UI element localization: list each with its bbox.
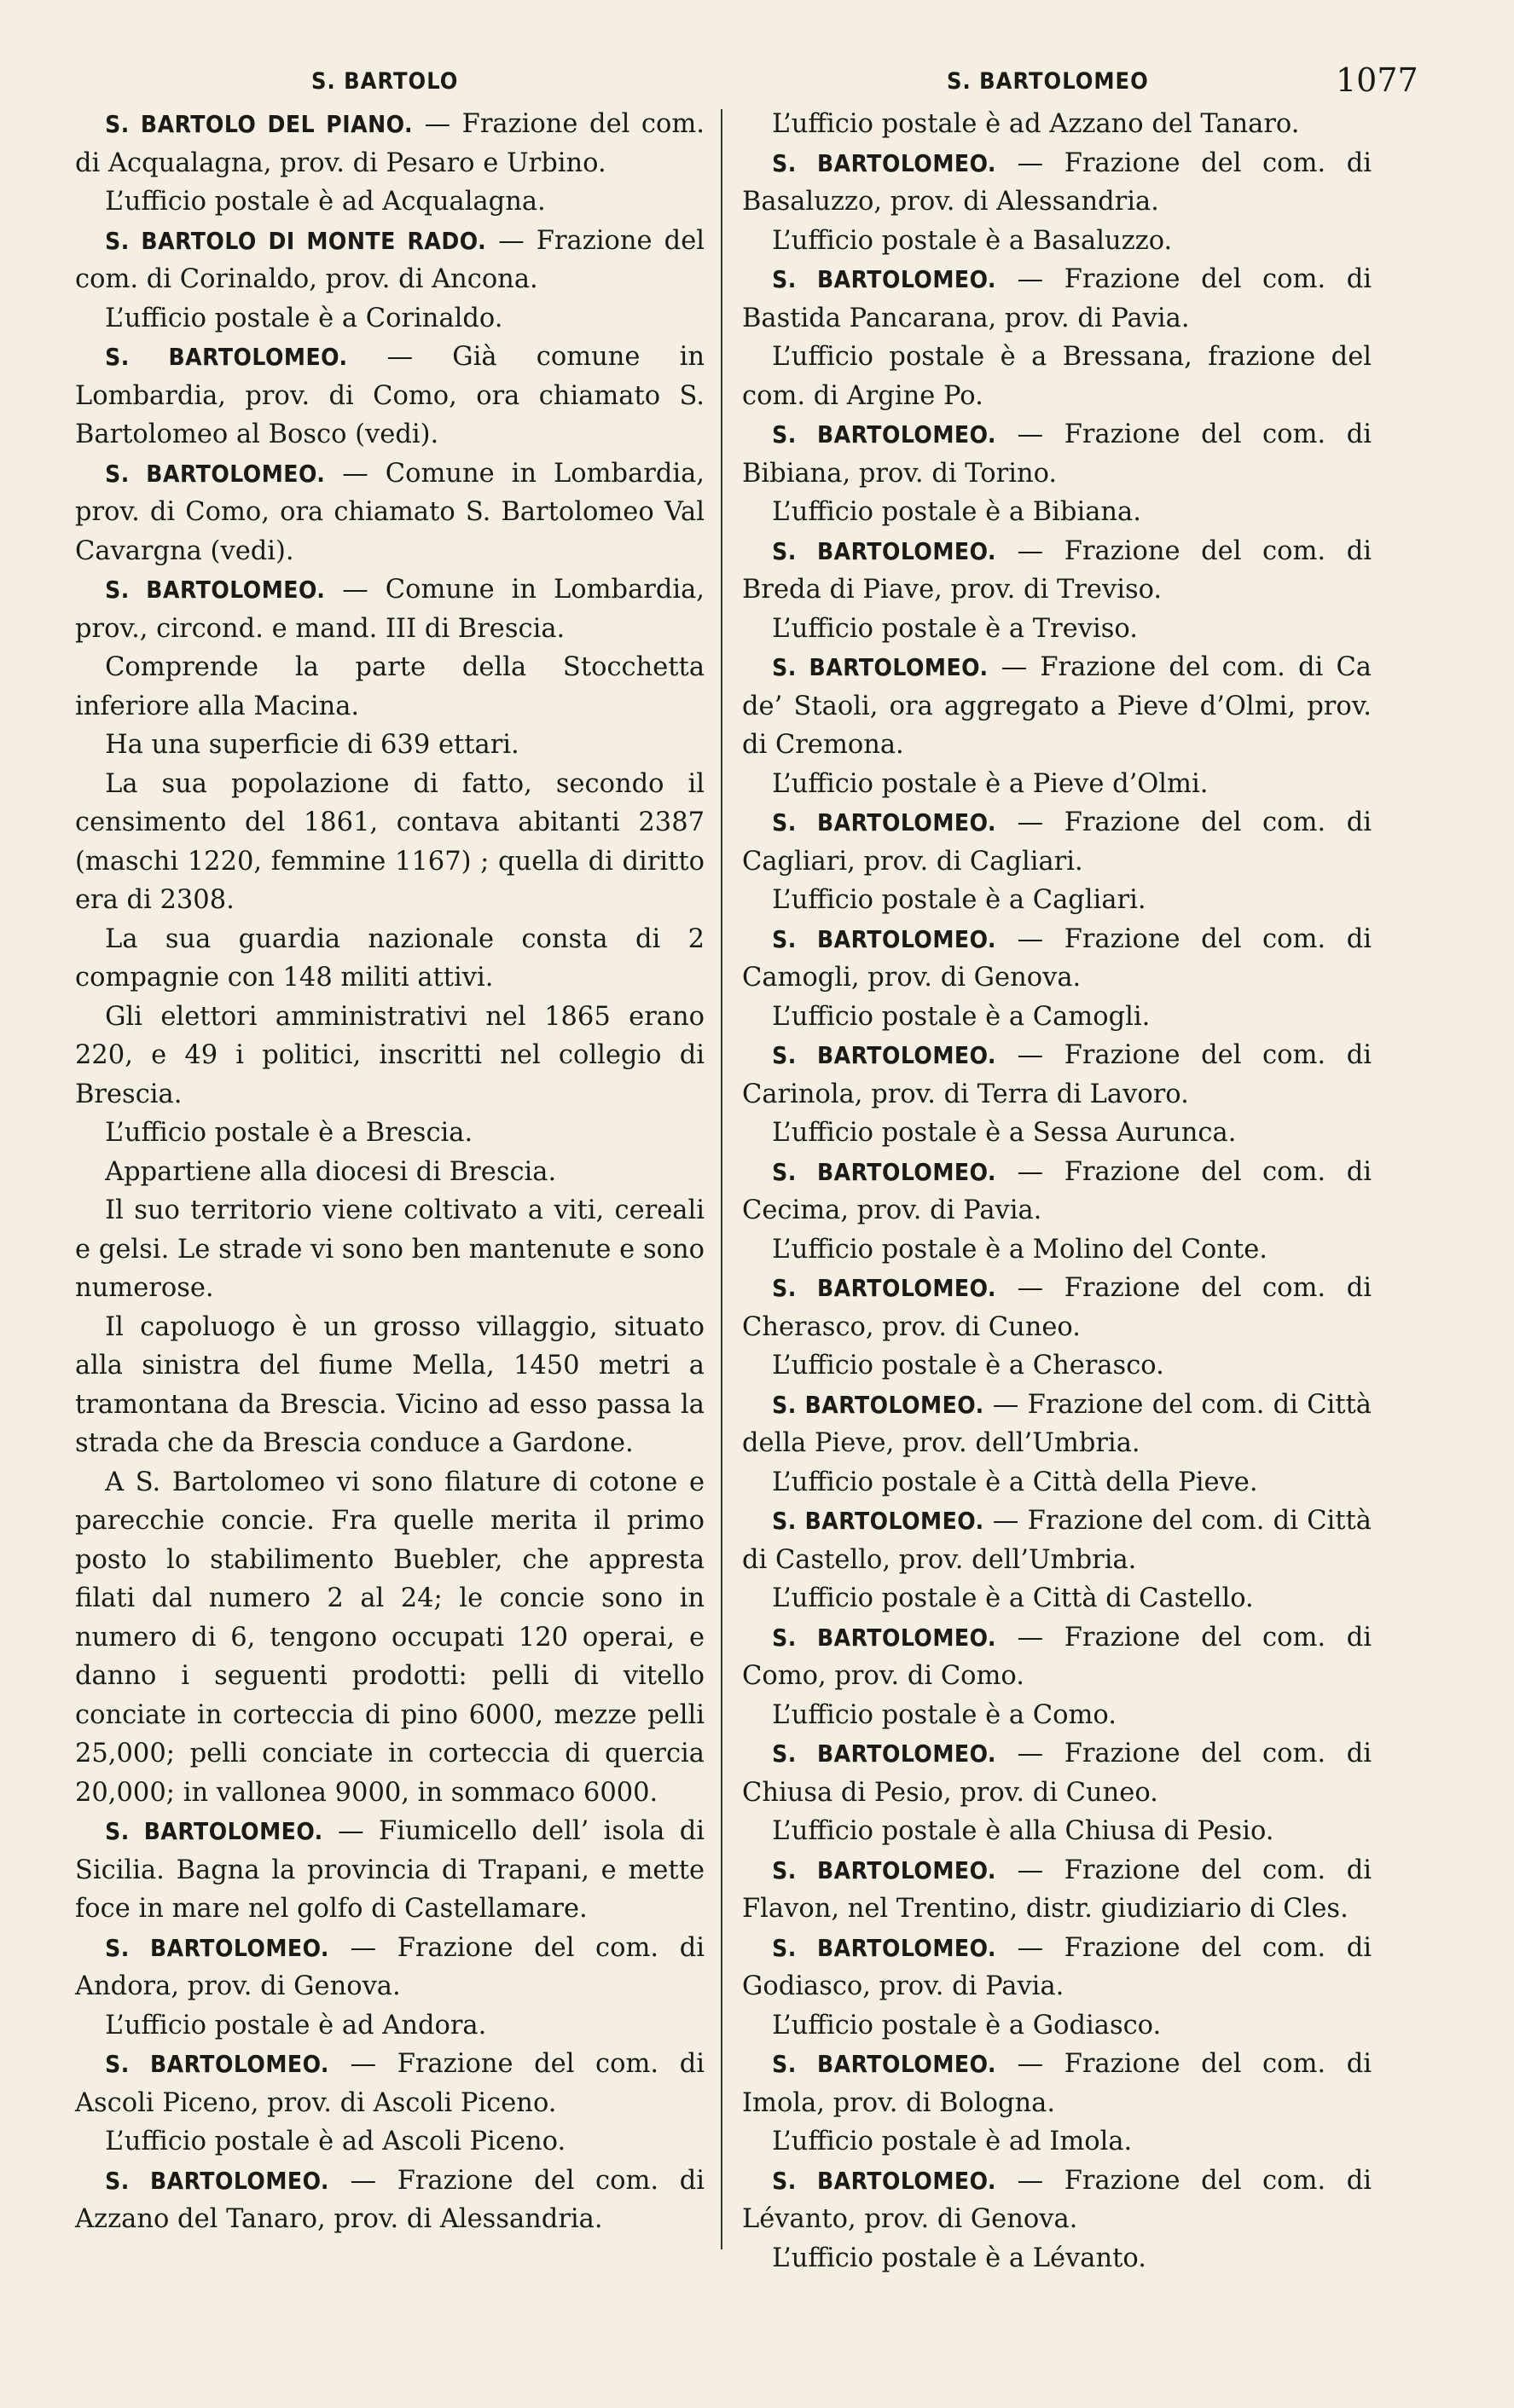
entry-text: — Frazione del com. di Città di Castello, prov. dell’Umbria. (742, 1506, 1372, 1575)
entry-headword: S. BARTOLOMEO. (772, 1739, 996, 1768)
column-divider (721, 109, 722, 2249)
entry-headword: S. BARTOLOMEO. (105, 343, 348, 371)
entry-paragraph (742, 1734, 1372, 1812)
left-column (75, 105, 705, 2239)
entry-headword: S. BARTOLOMEO. (772, 1390, 984, 1419)
entry-text: — Frazione del com. di Como, prov. di Como. (742, 1622, 1372, 1691)
entry-text: Appartiene alla diocesi di Brescia. (105, 1156, 557, 1187)
entry-text: — Frazione del com. di Cecima, prov. di Pavia. (742, 1156, 1372, 1225)
entry-paragraph (75, 570, 705, 648)
entry-paragraph (75, 2122, 705, 2162)
entry-paragraph (742, 765, 1372, 804)
entry-paragraph (75, 1463, 705, 1813)
entry-paragraph (75, 1114, 705, 1153)
entry-paragraph (742, 532, 1372, 610)
entry-text: — Frazione del com. di Flavon, nel Trentino, distr. giudiziario di Cles. (742, 1855, 1372, 1924)
entry-paragraph (742, 2122, 1372, 2162)
entry-paragraph (742, 1230, 1372, 1270)
entry-paragraph (75, 182, 705, 222)
entry-paragraph (742, 105, 1372, 144)
entry-headword: S. BARTOLOMEO. (105, 2166, 329, 2195)
entry-text: — Frazione del com. di Ca de’ Staoli, ora aggregato a Pieve d’Olmi, prov. di Cremona. (742, 652, 1372, 760)
entry-text: L’ufficio postale è a Como. (772, 1699, 1117, 1730)
entry-text: — Già comune in Lombardia, prov. di Como, ora chiamato S. Bartolomeo al Bosco (vedi). (75, 342, 705, 449)
running-header (0, 61, 1514, 104)
entry-paragraph (75, 299, 705, 339)
entry-paragraph (75, 765, 705, 920)
entry-paragraph (742, 1618, 1372, 1696)
entry-text: — Frazione del com. di Lévanto, prov. di Genova. (742, 2165, 1372, 2234)
entry-text: — Frazione del com. di Basaluzzo, prov. di Alessandria. (742, 148, 1372, 217)
entry-paragraph (742, 2162, 1372, 2239)
entry-headword: S. BARTOLOMEO. (772, 1157, 996, 1186)
entry-text: L’ufficio postale è a Cherasco. (772, 1351, 1164, 1381)
entry-text: — Frazione del com. di Cagliari, prov. di Cagliari. (742, 807, 1372, 877)
entry-paragraph (75, 454, 705, 571)
entry-paragraph (742, 493, 1372, 532)
entry-text: — Frazione del com. di Azzano del Tanaro, prov. di Alessandria. (75, 2165, 705, 2234)
entry-paragraph (742, 1812, 1372, 1851)
header-right: S. BARTOLOMEO (947, 68, 1149, 95)
entry-paragraph (75, 1308, 705, 1463)
entry-text: L’ufficio postale è alla Chiusa di Pesio. (772, 1816, 1274, 1846)
entry-text: — Frazione del com. di Bastida Pancarana, prov. di Pavia. (742, 264, 1372, 333)
entry-text: — Frazione del com. di Imola, prov. di Bologna. (742, 2049, 1372, 2118)
entry-paragraph (742, 1463, 1372, 1502)
entry-text: Ha una superficie di 639 ettari. (105, 730, 519, 760)
entry-headword: S. BARTOLOMEO. (772, 1933, 996, 1962)
entry-text: L’ufficio postale è ad Ascoli Piceno. (105, 2127, 566, 2156)
entry-paragraph (742, 1929, 1372, 2006)
entry-paragraph (742, 998, 1372, 1037)
entry-paragraph (742, 260, 1372, 338)
entry-paragraph (75, 2162, 705, 2239)
entry-text: — Frazione del com. di Andora, prov. di Genova. (75, 1932, 705, 2001)
entry-paragraph (742, 2045, 1372, 2122)
entry-text: L’ufficio postale è a Camogli. (772, 1001, 1151, 1032)
entry-text: L’ufficio postale è a Lévanto. (772, 2243, 1146, 2273)
entry-paragraph (742, 338, 1372, 415)
entry-text: — Frazione del com. di Città della Pieve, prov. dell’Umbria. (742, 1389, 1372, 1458)
entry-headword: S. BARTOLOMEO. (772, 924, 996, 953)
entry-paragraph (742, 415, 1372, 493)
entry-text: Comprende la parte della Stocchetta inferiore alla Macina. (75, 652, 705, 721)
entry-text: — Frazione del com. di Carinola, prov. di Terra di Lavoro. (742, 1040, 1372, 1109)
entry-text: L’ufficio postale è a Bressana, frazione del com. di Argine Po. (742, 342, 1372, 411)
entry-paragraph (742, 1036, 1372, 1114)
entry-text: — Comune in Lombardia, prov. di Como, ora chiamato S. Bartolomeo Val Cavargna (vedi). (75, 458, 705, 566)
entry-text: L’ufficio postale è a Godiasco. (772, 2010, 1162, 2040)
entry-text: — Frazione del com. di Camogli, prov. di Genova. (742, 923, 1372, 993)
entry-headword: S. BARTOLO DI MONTE RADO. (105, 226, 487, 255)
entry-paragraph (75, 222, 705, 299)
entry-paragraph (75, 920, 705, 998)
entry-paragraph (742, 610, 1372, 649)
page-number: 1077 (1336, 61, 1418, 99)
entry-text: Il suo territorio viene coltivato a viti, cereali e gelsi. Le strade vi sono ben mantenute e sono numerose. (75, 1195, 705, 1303)
entry-text: — Frazione del com. di Godiasco, prov. di Pavia. (742, 1932, 1372, 2001)
entry-text: — Frazione del com. di Cherasco, prov. di Cuneo. (742, 1273, 1372, 1342)
entry-text: L’ufficio postale è ad Acqualagna. (105, 187, 546, 217)
entry-paragraph (75, 1929, 705, 2006)
entry-paragraph (742, 1114, 1372, 1153)
entry-paragraph (742, 2239, 1372, 2278)
entry-paragraph (75, 726, 705, 765)
entry-text: L’ufficio postale è a Brescia. (105, 1118, 473, 1148)
entry-text: — Frazione del com. di Chiusa di Pesio, prov. di Cuneo. (742, 1739, 1372, 1808)
entry-text: A S. Bartolomeo vi sono filature di cotone e parecchie concie. Fra quelle merita il primo posto lo stabilimento Buebler, che appresta filati dal numero 2 al 24; le concie sono in numero di 6, tengono occupati 120 operai, e danno i seguenti prodotti: pelli di vitello conciate in corteccia di pino 6000, mezze pelli 25,000; pelli conciate in corteccia di quercia 20,000; in vallonea 9000, in sommaco 6000. (75, 1467, 705, 1808)
entry-headword: S. BARTOLOMEO. (772, 808, 996, 836)
entry-headword: S. BARTOLOMEO. (772, 1623, 996, 1652)
entry-text: L’ufficio postale è ad Azzano del Tanaro. (772, 109, 1300, 139)
entry-headword: S. BARTOLOMEO. (105, 1817, 323, 1845)
entry-text: L’ufficio postale è a Corinaldo. (105, 303, 503, 333)
entry-paragraph (742, 1579, 1372, 1618)
entry-text: Gli elettori amministrativi nel 1865 erano 220, e 49 i politici, inscritti nel collegio di Brescia. (75, 1001, 705, 1109)
entry-text: L’ufficio postale è ad Andora. (105, 2010, 487, 2040)
right-column (742, 105, 1372, 2278)
entry-text: L’ufficio postale è a Cagliari. (772, 885, 1146, 915)
entry-headword: S. BARTOLOMEO. (772, 653, 989, 681)
entry-headword: S. BARTOLOMEO. (105, 576, 326, 604)
entry-text: Il capoluogo è un grosso villaggio, situato alla sinistra del fiume Mella, 1450 metri a tramontana da Brescia. Vicino ad esso passa la strada che da Brescia conduce a Gardone. (75, 1311, 705, 1458)
entry-text: La sua guardia nazionale consta di 2 compagnie con 148 militi attivi. (75, 923, 705, 993)
entry-paragraph (742, 803, 1372, 881)
entry-paragraph (75, 338, 705, 454)
entry-text: L’ufficio postale è a Bibiana. (772, 497, 1141, 527)
entry-paragraph (742, 2006, 1372, 2046)
entry-paragraph (742, 881, 1372, 920)
entry-text: L’ufficio postale è a Basaluzzo. (772, 225, 1173, 256)
entry-paragraph (742, 1153, 1372, 1230)
entry-paragraph (75, 105, 705, 182)
entry-text: L’ufficio postale è a Pieve d’Olmi. (772, 768, 1209, 799)
entry-text: L’ufficio postale è a Città di Castello. (772, 1583, 1254, 1613)
entry-paragraph (742, 144, 1372, 222)
entry-text: L’ufficio postale è ad Imola. (772, 2127, 1133, 2156)
entry-paragraph (75, 998, 705, 1114)
entry-paragraph (742, 648, 1372, 765)
entry-paragraph (742, 1346, 1372, 1386)
entry-text: — Frazione del com. di Ascoli Piceno, prov. di Ascoli Piceno. (75, 2049, 705, 2118)
entry-headword: S. BARTOLOMEO. (772, 2166, 996, 2195)
entry-paragraph (75, 1153, 705, 1192)
entry-text: L’ufficio postale è a Molino del Conte. (772, 1234, 1267, 1265)
entry-paragraph (75, 2006, 705, 2046)
entry-paragraph (742, 222, 1372, 261)
entry-paragraph (75, 1812, 705, 1929)
entry-headword: S. BARTOLOMEO. (772, 1855, 996, 1884)
entry-headword: S. BARTOLO DEL PIANO. (105, 110, 414, 138)
entry-paragraph (75, 1191, 705, 1308)
entry-headword: S. BARTOLOMEO. (772, 265, 996, 293)
entry-paragraph (742, 1502, 1372, 1579)
entry-headword: S. BARTOLOMEO. (105, 1933, 329, 1962)
entry-headword: S. BARTOLOMEO. (772, 420, 996, 449)
entry-headword: S. BARTOLOMEO. (772, 2050, 996, 2078)
entry-headword: S. BARTOLOMEO. (772, 148, 996, 177)
entry-headword: S. BARTOLOMEO. (772, 1507, 984, 1535)
entry-text: — Frazione del com. di Corinaldo, prov. di Ancona. (75, 225, 705, 294)
entry-text: — Frazione del com. di Bibiana, prov. di Torino. (742, 420, 1372, 489)
entry-text: — Frazione del com. di Breda di Piave, prov. di Treviso. (742, 535, 1372, 605)
entry-headword: S. BARTOLOMEO. (772, 536, 996, 565)
entry-headword: S. BARTOLOMEO. (105, 459, 326, 488)
entry-paragraph (742, 1696, 1372, 1735)
entry-paragraph (742, 1269, 1372, 1346)
entry-text: La sua popolazione di fatto, secondo il censimento del 1861, contava abitanti 2387 (maschi 1220, femmine 1167) ; quella di diritto era di 2308. (75, 768, 705, 915)
entry-text: L’ufficio postale è a Città della Pieve. (772, 1467, 1258, 1497)
entry-headword: S. BARTOLOMEO. (105, 2050, 329, 2078)
entry-headword: S. BARTOLOMEO. (772, 1041, 996, 1069)
entry-text: — Comune in Lombardia, prov., circond. e mand. III di Brescia. (75, 575, 705, 644)
entry-paragraph (742, 920, 1372, 998)
entry-text: — Frazione del com. di Acqualagna, prov. di Pesaro e Urbino. (75, 109, 705, 178)
entry-text: L’ufficio postale è a Treviso. (772, 613, 1138, 644)
entry-text: — Fiumicello dell’ isola di Sicilia. Bagna la provincia di Trapani, e mette foce in mare nel golfo di Castellamare. (75, 1816, 705, 1924)
entry-paragraph (742, 1386, 1372, 1463)
header-left: S. BARTOLO (311, 68, 459, 95)
entry-paragraph (742, 1851, 1372, 1929)
entry-headword: S. BARTOLOMEO. (772, 1274, 996, 1302)
entry-paragraph (75, 648, 705, 726)
entry-text: L’ufficio postale è a Sessa Aurunca. (772, 1118, 1237, 1148)
entry-paragraph (75, 2045, 705, 2122)
